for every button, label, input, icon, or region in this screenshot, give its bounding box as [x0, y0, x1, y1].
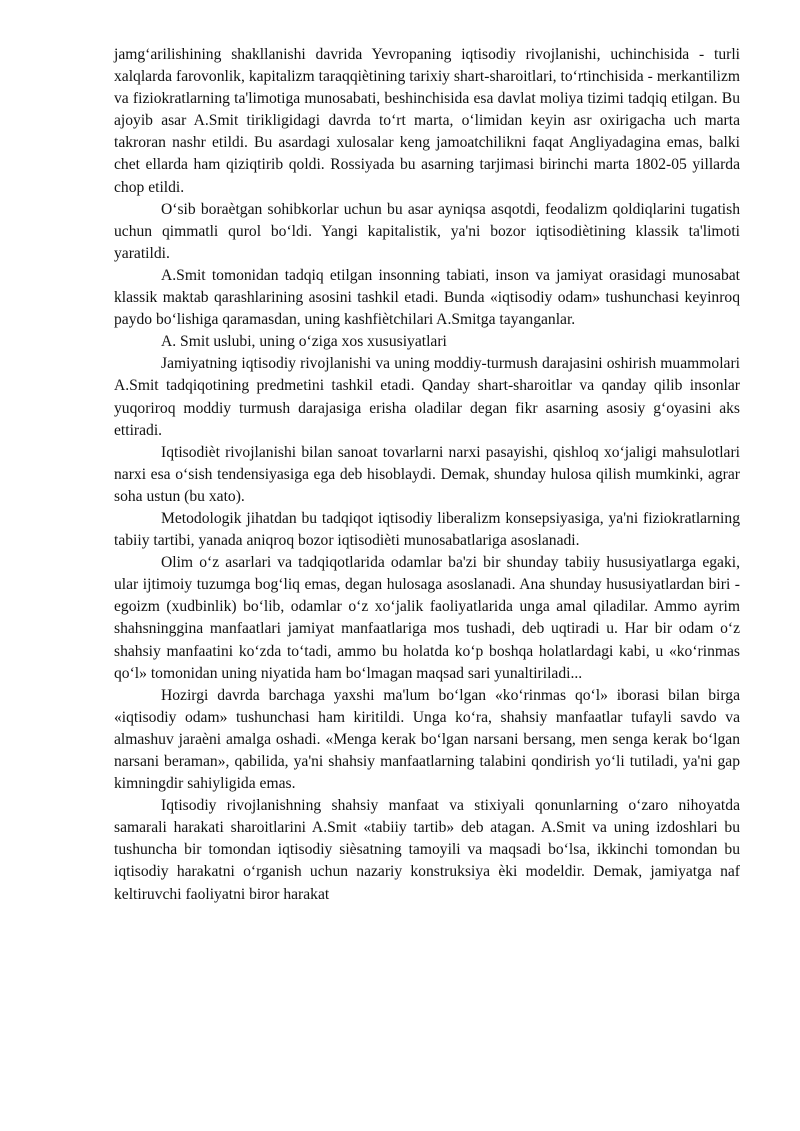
paragraph-10: Iqtisodiy rivojlanishning shahsiy manfaat va stixiyali qonunlarning o‘zaro nihoyatda samarali harakati sharoitlarini A.Smit «tabiiy tartib» deb atagan. A.Smit va uning izdoshlari bu tushuncha bir tomondan iqtisodiy sièsatning tamoyili va maqsadi bo‘lsa, ikkinchi tomondan bu iqtisodiy harakatni o‘rganish uchun nazariy konstruksiya èki modeldir. Demak, jamiyatga naf keltiruvchi faoliyatni biror harakat	[114, 797, 740, 903]
paragraph-9: Hozirgi davrda barchaga yaxshi ma'lum bo‘lgan «ko‘rinmas qo‘l» iborasi bilan birga «iqtisodiy odam» tushunchasi ham kiritildi. Unga ko‘ra, shahsiy manfaatlar tufayli savdo va almashuv jaraèni amalga oshadi. «Menga kerak bo‘lgan narsani bersang, men senga kerak bo‘lgan narsani beraman», qabilida, ya'ni shahsiy manfaatlarning talabini qondirish yo‘li tutiladi, ya'ni gap kimningdir sahiyligida emas.	[114, 686, 740, 793]
section-heading: A. Smit uslubi, uning o‘ziga xos xususiyatlari	[161, 333, 447, 351]
paragraph-5: Jamiyatning iqtisodiy rivojlanishi va uning moddiy-turmush darajasini oshirish muammolari A.Smit tadqiqotining predmetini tashkil etadi. Qanday shart-sharoitlar va qanday qilib insonlar yuqoriroq moddiy turmush darajasiga erisha oladilar degan fikr asarning asosiy g‘oyasini aks ettiradi.	[114, 355, 740, 439]
paragraph-1: jamg‘arilishining shakllanishi davrida Yevropaning iqtisodiy rivojlanishi, uchinchisida - turli xalqlarda farovonlik, kapitalizm taraqqiètining tarixiy shart-sharoitlari, to‘rtinchisida - merkantilizm va fiziokratlarning ta'limotiga munosabati, beshinchisida esa davlat moliya tizimi tadqiq etilgan. Bu ajoyib asar A.Smit tirikligidagi davrda to‘rt marta, o‘limidan keyin asr oxirigacha uch marta takroran nashr etildi. Bu asardagi xulosalar keng jamoatchilikni faqat Angliyadagina emas, balki chet ellarda ham qiziqtirib qoldi. Rossiyada bu asarning tarjimasi birinchi marta 1802-05 yillarda chop etildi.	[114, 46, 740, 196]
document-page	[114, 44, 740, 906]
paragraph-2: O‘sib boraètgan sohibkorlar uchun bu asar ayniqsa asqotdi, feodalizm qoldiqlarini tugatish uchun qimmatli qurol bo‘ldi. Yangi kapitalistik, ya'ni bozor iqtisodiètining klassik ta'limoti yaratildi.	[114, 200, 740, 262]
paragraph-6: Iqtisodièt rivojlanishi bilan sanoat tovarlarni narxi pasayishi, qishloq xo‘jaligi mahsulotlari narxi esa o‘sish tendensiyasiga ega deb hisoblaydi. Demak, shunday hulosa qilish mumkinki, agrar soha ustun (bu xato).	[114, 443, 740, 505]
paragraph-3: A.Smit tomonidan tadqiq etilgan insonning tabiati, inson va jamiyat orasidagi munosabat klassik maktab qarashlarining asosini tashkil etadi. Bunda «iqtisodiy odam» tushunchasi keyinroq paydo bo‘lishiga qaramasdan, uning kashfiètchilari A.Smitga tayanganlar.	[114, 266, 740, 329]
paragraph-8: Olim o‘z asarlari va tadqiqotlarida odamlar ba'zi bir shunday tabiiy hususiyatlarga egaki, ular ijtimoiy tuzumga bog‘liq emas, degan hulosaga asoslanadi. Ana shunday hususiyatlardan biri - egoizm (xudbinlik) bo‘lib, odamlar o‘z xo‘jalik faoliyatlarida unga amal qiladilar. Ammo ayrim shahsninggina manfaatlari jamiyat manfaatlariga mos tushadi, deb uqtiradi u. Har bir odam o‘z shahsiy manfaatini ko‘zda to‘tadi, ammo bu holatda ko‘p boshqa holatlardagi kabi, u «ko‘rinmas qo‘l» tomonidan uning niyatida ham bo‘lmagan maqsad sari yunaltiriladi...	[114, 554, 740, 682]
paragraph-7: Metodologik jihatdan bu tadqiqot iqtisodiy liberalizm konsepsiyasiga, ya'ni fiziokratlarning tabiiy tartibi, yanada aniqroq bozor iqtisodièti munosabatlariga asoslanadi.	[114, 509, 740, 550]
